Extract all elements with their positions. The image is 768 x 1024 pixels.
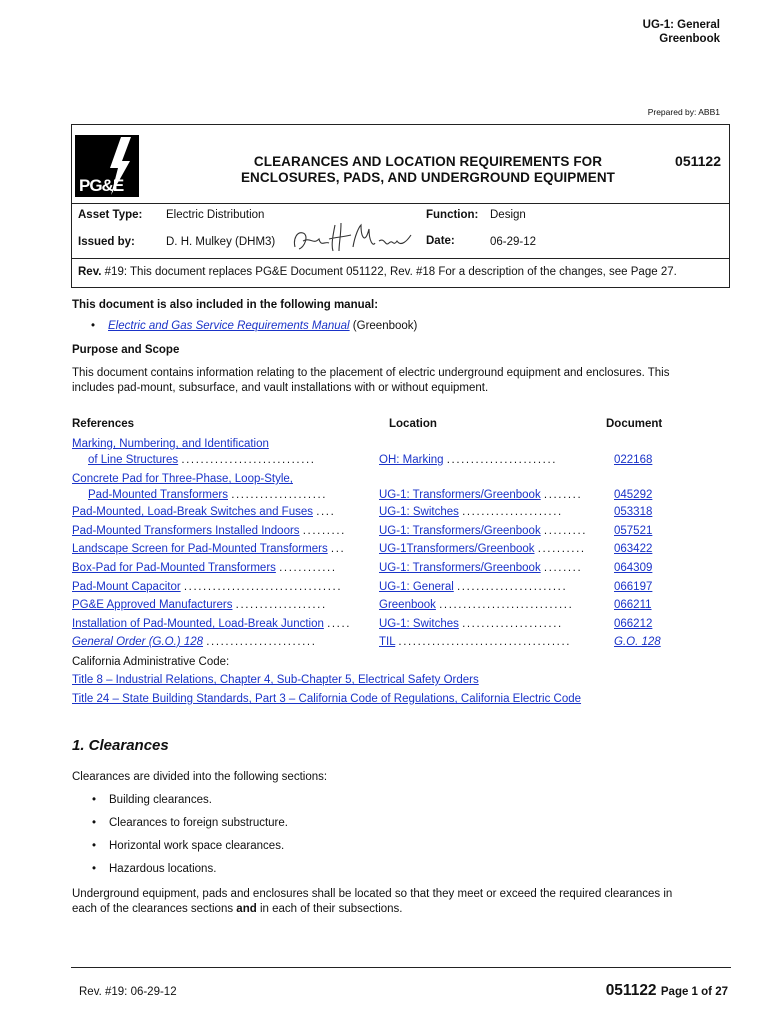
asset-type-label: Asset Type: <box>78 209 143 221</box>
prepared-by: Prepared by: ABB1 <box>647 107 720 117</box>
reference-title-line1 <box>72 473 293 485</box>
document-cell <box>614 599 652 611</box>
title-block <box>71 124 730 288</box>
location-cell: Greenbook ............................ <box>379 599 574 611</box>
purpose-heading: Purpose and Scope <box>72 344 180 356</box>
document-link[interactable]: G.O. 128 <box>614 636 661 648</box>
title-line1: CLEARANCES AND LOCATION REQUIREMENTS FOR <box>253 154 603 169</box>
purpose-text <box>72 366 670 396</box>
location-link[interactable]: TIL <box>379 636 396 648</box>
reference-link[interactable]: Box-Pad for Pad-Mounted Transformers <box>72 562 276 574</box>
table-row: Pad-Mounted, Load-Break Switches and Fuses .... <box>72 506 336 518</box>
location-link[interactable]: UG-1: Transformers/Greenbook <box>379 525 541 537</box>
reference-link[interactable]: Installation of Pad-Mounted, Load-Break Junction <box>72 618 324 630</box>
table-row: of Line Structures ............................ <box>88 454 316 466</box>
table-row: Pad-Mount Capacitor ................................. <box>72 581 343 593</box>
reference-link[interactable]: PG&E Approved Manufacturers <box>72 599 233 611</box>
manual-intro: This document is also included in the following manual: <box>72 299 379 311</box>
location-cell: UG-1: Switches ..................... <box>379 618 563 630</box>
divider <box>72 203 729 204</box>
table-row: Box-Pad for Pad-Mounted Transformers ............ <box>72 562 337 574</box>
location-cell: UG-1: Transformers/Greenbook ......... <box>379 525 588 537</box>
closing-line1: Underground equipment, pads and enclosures shall be located so that they meet or exceed the required clearances in <box>72 888 673 900</box>
document-link[interactable]: 064309 <box>614 562 653 574</box>
document-cell <box>614 581 652 593</box>
revision-note <box>78 266 677 278</box>
reference-link[interactable]: Landscape Screen for Pad-Mounted Transformers <box>72 543 328 555</box>
closing-line2-a: each of the clearances sections <box>72 903 237 915</box>
reference-link[interactable]: of Line Structures <box>88 454 179 466</box>
location-cell: TIL .................................... <box>379 636 572 648</box>
document-link[interactable]: 022168 <box>614 454 653 466</box>
title8-row <box>72 673 479 688</box>
closing-line2-b: and <box>236 903 257 915</box>
table-row: General Order (G.O.) 128 ....................... <box>72 636 317 648</box>
document-number: 051122 <box>675 153 721 169</box>
footer-divider <box>71 967 731 968</box>
document-cell <box>614 454 652 466</box>
reference-link[interactable]: Pad-Mounted Transformers Installed Indoors <box>72 525 300 537</box>
location-link[interactable]: UG-1: Transformers/Greenbook <box>379 562 541 574</box>
manual-suffix: (Greenbook) <box>349 320 418 332</box>
reference-link[interactable]: Pad-Mounted, Load-Break Switches and Fuses <box>72 506 313 518</box>
reference-link[interactable]: Pad-Mounted Transformers <box>88 489 228 501</box>
manual-bullet <box>108 320 417 332</box>
table-row: Landscape Screen for Pad-Mounted Transformers ... <box>72 543 346 555</box>
document-cell <box>614 618 652 630</box>
document-link[interactable]: 066212 <box>614 618 653 630</box>
document-cell <box>614 543 652 555</box>
document-header-col: Document <box>606 418 663 430</box>
location-link[interactable]: UG-1: Switches <box>379 506 459 518</box>
document-cell <box>614 562 652 574</box>
table-row: PG&E Approved Manufacturers ................... <box>72 599 327 611</box>
document-link[interactable]: 057521 <box>614 525 653 537</box>
purpose-line2: includes pad-mount, subsurface, and vault installations with or without equipment. <box>72 382 489 394</box>
document-link[interactable]: 053318 <box>614 506 653 518</box>
function-label: Function: <box>426 209 479 221</box>
header-line2: Greenbook <box>659 33 720 45</box>
reference-link[interactable]: Marking, Numbering, and Identification <box>72 438 269 450</box>
purpose-line1: This document contains information relating to the placement of electric underground equipment and enclosures. This <box>72 367 670 379</box>
list-item: • Horizontal work space clearances. <box>109 840 284 852</box>
document-title <box>208 154 648 186</box>
issued-by-label: Issued by: <box>78 236 135 248</box>
closing-line2 <box>72 902 672 917</box>
document-header <box>643 18 720 46</box>
closing-line2-c: in each of their subsections. <box>256 903 403 915</box>
table-row: Installation of Pad-Mounted, Load-Break Junction ..... <box>72 618 352 630</box>
section-heading: 1. Clearances <box>72 737 169 754</box>
issued-by-value: D. H. Mulkey (DHM3) <box>166 236 276 248</box>
section-intro: Clearances are divided into the following sections: <box>72 771 328 783</box>
rev-label: Rev. <box>78 266 102 278</box>
logo-text: PG&E <box>79 176 124 195</box>
table-row: Pad-Mounted Transformers .................... <box>88 489 328 501</box>
function-value: Design <box>490 209 526 221</box>
table-row: Pad-Mounted Transformers Installed Indoors ......... <box>72 525 346 537</box>
footer-rev: Rev. #19: 06-29-12 <box>79 986 177 998</box>
reference-link[interactable]: Concrete Pad for Three-Phase, Loop-Style, <box>72 473 293 485</box>
location-link[interactable]: UG-1: Transformers/Greenbook <box>379 489 541 501</box>
reference-link[interactable]: General Order (G.O.) 128 <box>72 636 204 648</box>
footer-doc: 051122 <box>605 982 657 999</box>
document-cell <box>614 636 661 648</box>
references-header: References <box>72 418 135 430</box>
document-link[interactable]: 045292 <box>614 489 653 501</box>
location-header: Location <box>389 418 437 430</box>
asset-type-value: Electric Distribution <box>166 209 265 221</box>
header-line1: UG-1: General <box>642 19 720 31</box>
title-line2: ENCLOSURES, PADS, AND UNDERGROUND EQUIPMENT <box>240 170 616 185</box>
location-cell: UG-1: Switches ..................... <box>379 506 563 518</box>
manual-link[interactable]: Electric and Gas Service Requirements Manual <box>108 320 350 332</box>
location-link[interactable]: UG-1: General <box>379 581 454 593</box>
location-link[interactable]: UG-1: Switches <box>379 618 459 630</box>
location-cell: UG-1: General ....................... <box>379 581 568 593</box>
list-item: • Hazardous locations. <box>109 863 216 875</box>
document-link[interactable]: 066197 <box>614 581 653 593</box>
rev-text: #19: This document replaces PG&E Document 051122, Rev. #18 For a description of the changes, see Page 27. <box>104 266 677 278</box>
signature <box>289 217 417 260</box>
location-cell: UG-1: Transformers/Greenbook ........ <box>379 562 583 574</box>
document-cell <box>614 506 652 518</box>
document-link[interactable]: 066211 <box>614 599 652 611</box>
reference-link[interactable]: Pad-Mount Capacitor <box>72 581 181 593</box>
date-label: Date: <box>426 235 455 247</box>
location-link[interactable]: OH: Marking <box>379 454 444 466</box>
document-cell <box>614 525 652 537</box>
location-link[interactable]: Greenbook <box>379 599 436 611</box>
location-cell: OH: Marking ....................... <box>379 454 558 466</box>
location-link[interactable]: UG-1Transformers/Greenbook <box>379 543 535 555</box>
cal-code-label: California Administrative Code: <box>72 656 230 668</box>
divider <box>72 258 729 259</box>
footer-page <box>606 982 728 1000</box>
pge-logo <box>75 135 139 197</box>
reference-title-line1 <box>72 438 269 450</box>
document-link[interactable]: 063422 <box>614 543 653 555</box>
footer-page-number: Page 1 of 27 <box>660 986 728 998</box>
location-cell: UG-1: Transformers/Greenbook ........ <box>379 489 583 501</box>
list-item: • Clearances to foreign substructure. <box>109 817 288 829</box>
title8-link[interactable]: Title 8 – Industrial Relations, Chapter 4, Sub-Chapter 5, Electrical Safety Orders <box>72 674 479 686</box>
list-item: • Building clearances. <box>109 794 212 806</box>
location-cell: UG-1Transformers/Greenbook .......... <box>379 543 586 555</box>
date-value: 06-29-12 <box>490 236 537 248</box>
title24-link[interactable]: Title 24 – State Building Standards, Part 3 – California Code of Regulations, California Electric Code <box>72 693 582 705</box>
document-cell <box>614 489 652 501</box>
closing-paragraph <box>72 887 672 917</box>
title24-row <box>72 692 581 707</box>
